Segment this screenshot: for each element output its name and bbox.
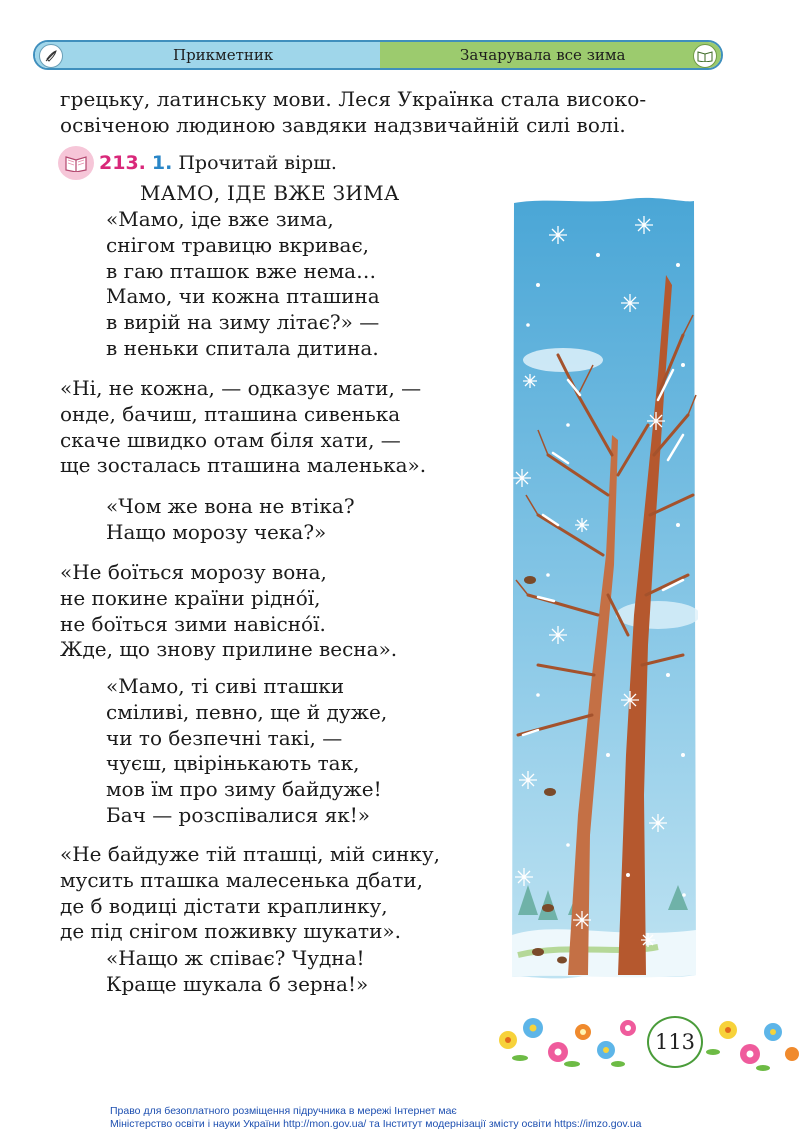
header-left-title: Прикметник	[173, 46, 274, 64]
poem-line: сміливі, певно, ще й дуже,	[106, 699, 388, 724]
footer-line-1: Право для безоплатного розміщення підручника в мережі Інтернет має	[110, 1105, 457, 1117]
poem-line: Нащо морозу чека?»	[106, 519, 327, 544]
poem-line: ще зосталась пташина маленька».	[60, 453, 427, 478]
flower-border-decoration	[488, 1010, 800, 1072]
poem-stanza	[106, 674, 387, 829]
poem-line: Краще шукала б зерна!»	[106, 971, 369, 996]
open-book-icon	[58, 146, 94, 180]
winter-tree-illustration	[508, 195, 698, 985]
poem-line: «Не боїться морозу вона,	[60, 560, 327, 584]
poem-line: не покине країни рідно́ї,	[60, 585, 321, 610]
poem-stanza	[106, 946, 368, 998]
poem-line: «Нащо ж співає? Чудна!	[106, 946, 365, 970]
poem-line: не боїться зими навісно́ї.	[60, 611, 326, 636]
footer-license	[110, 1105, 710, 1131]
poem-line: «Ні, не кожна, — одказує мати, —	[60, 376, 422, 400]
poem-line: мов їм про зиму байдуже!	[106, 777, 382, 802]
header-section-left	[35, 42, 380, 68]
poem-line: Мамо, чи кожна пташина	[106, 284, 380, 309]
intro-line-2: освіченою людиною завдяки надзвичайній силі волі.	[60, 113, 626, 137]
page-number: 113	[647, 1016, 703, 1068]
poem-line: снігом травицю вкриває,	[106, 232, 370, 257]
open-book-icon	[693, 44, 717, 68]
intro-line-1: грецьку, латинську мови. Леся Українка стала високо-	[60, 87, 647, 111]
poem-stanza	[60, 842, 440, 945]
header-right-title: Зачарувала все зима	[460, 46, 626, 64]
poem-line: чуєш, цвірінькають так,	[106, 751, 360, 776]
poem-line: Бач — розспівалися як!»	[106, 802, 371, 827]
footer-line-2: Міністерство освіти і науки України http://mon.gov.ua/ та Інститут модернізації змісту освіти https://imzo.gov.ua	[110, 1118, 642, 1130]
poem-line: мусить пташка малесенька дбати,	[60, 867, 423, 892]
poem-line: в неньки спитала дитина.	[106, 335, 379, 360]
poem-line: онде, бачиш, пташина сивенька	[60, 401, 401, 426]
poem-line: де б водиці дістати краплинку,	[60, 893, 388, 918]
poem-stanza	[106, 207, 380, 362]
task-sub-number: 1.	[151, 152, 173, 174]
poem-line: в вирій на зиму літає?» —	[106, 310, 380, 335]
poem-line: «Мамо, ті сиві пташки	[106, 674, 345, 698]
poem-line: скаче швидко отам біля хати, —	[60, 427, 401, 452]
poem-stanza	[60, 560, 397, 663]
task-heading	[58, 146, 337, 180]
chapter-header	[33, 40, 723, 70]
poem-line: в гаю пташок вже нема…	[106, 258, 377, 283]
quill-pen-icon	[39, 44, 63, 68]
poem-line: «Чом же вона не втіка?	[106, 494, 355, 518]
task-number: 213.	[99, 152, 146, 174]
poem-title: МАМО, ІДЕ ВЖЕ ЗИМА	[140, 181, 400, 205]
poem-stanza	[60, 376, 426, 479]
poem-line: чи то безпечні такі, —	[106, 725, 343, 750]
poem-line: «Мамо, іде вже зима,	[106, 207, 334, 231]
task-instruction: Прочитай вірш.	[178, 152, 337, 174]
poem-line: де під снігом поживку шукати».	[60, 919, 402, 944]
poem-stanza	[106, 494, 355, 546]
poem-line: Жде, що знову прилине весна».	[60, 637, 398, 662]
header-section-right	[380, 42, 721, 68]
poem-line: «Не байдуже тій пташці, мій синку,	[60, 842, 440, 866]
